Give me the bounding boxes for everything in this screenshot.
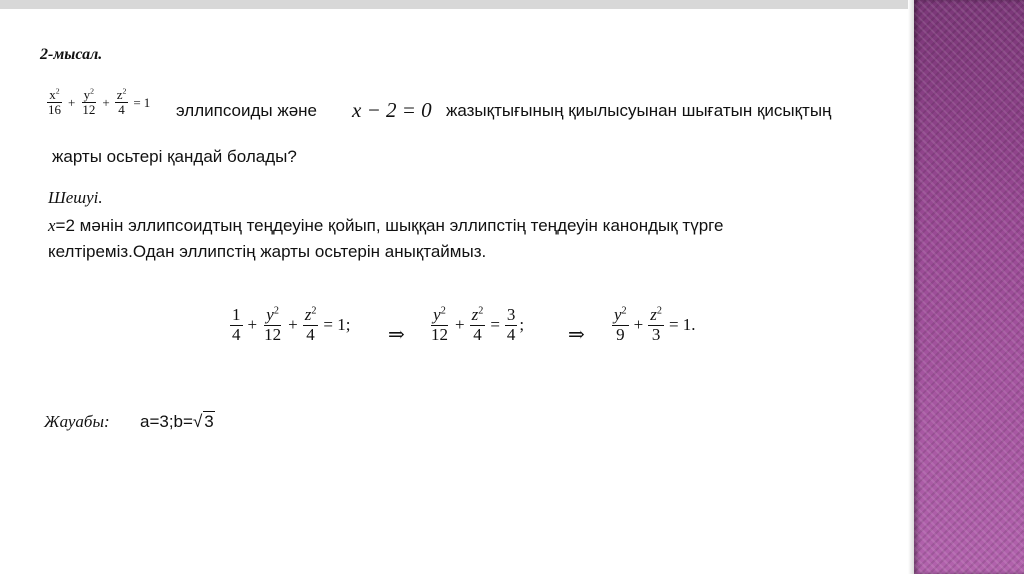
implies-symbol-2: ⇒ [568, 324, 585, 346]
answer-label: Жауабы: [44, 412, 110, 431]
equation-3: $\frac{y^2}{9}$ + $\frac{z^2}{3}$ = 1. [614, 305, 696, 344]
ellipsoid-equation: $\frac{x^2}{16}$ + $\frac{y^2}{12}$ + $\frac{z^2}{4}$ = 1 [48, 86, 151, 118]
equation-1: $\frac{1}{4}$ + $\frac{y^2}{12}$ + $\frac{z^2}{4}$ = 1; [232, 305, 351, 344]
example-heading: 2-мысал. [40, 46, 103, 63]
equation-2: $\frac{y^2}{12}$ + $\frac{z^2}{4}$ = $\frac{3}{4}$ ; [431, 305, 525, 344]
slide-top-border [0, 0, 918, 9]
problem-text-1: эллипсоиды және [176, 101, 318, 120]
square-root-symbol: √ 3 [192, 412, 214, 431]
solution-line-1: x=2 мәнін эллипсоидтың теңдеуіне қойып, шыққан эллипстің теңдеуін канондық түрге [48, 216, 724, 235]
decorative-side-panel [914, 0, 1024, 574]
plane-equation: x − 2 = 0 [352, 98, 432, 122]
solution-line-2: келтіреміз.Одан эллипстің жарты осьтерін анықтаймыз. [48, 242, 487, 261]
implies-symbol-1: ⇒ [388, 324, 405, 346]
solution-heading: Шешуі. [48, 188, 103, 207]
answer-value: a=3;b= √ 3 [140, 412, 214, 431]
problem-text-3: жарты осьтері қандай болады? [52, 147, 297, 166]
problem-text-2: жазықтығының қиылысуынан шығатын қисықтың [446, 101, 832, 120]
